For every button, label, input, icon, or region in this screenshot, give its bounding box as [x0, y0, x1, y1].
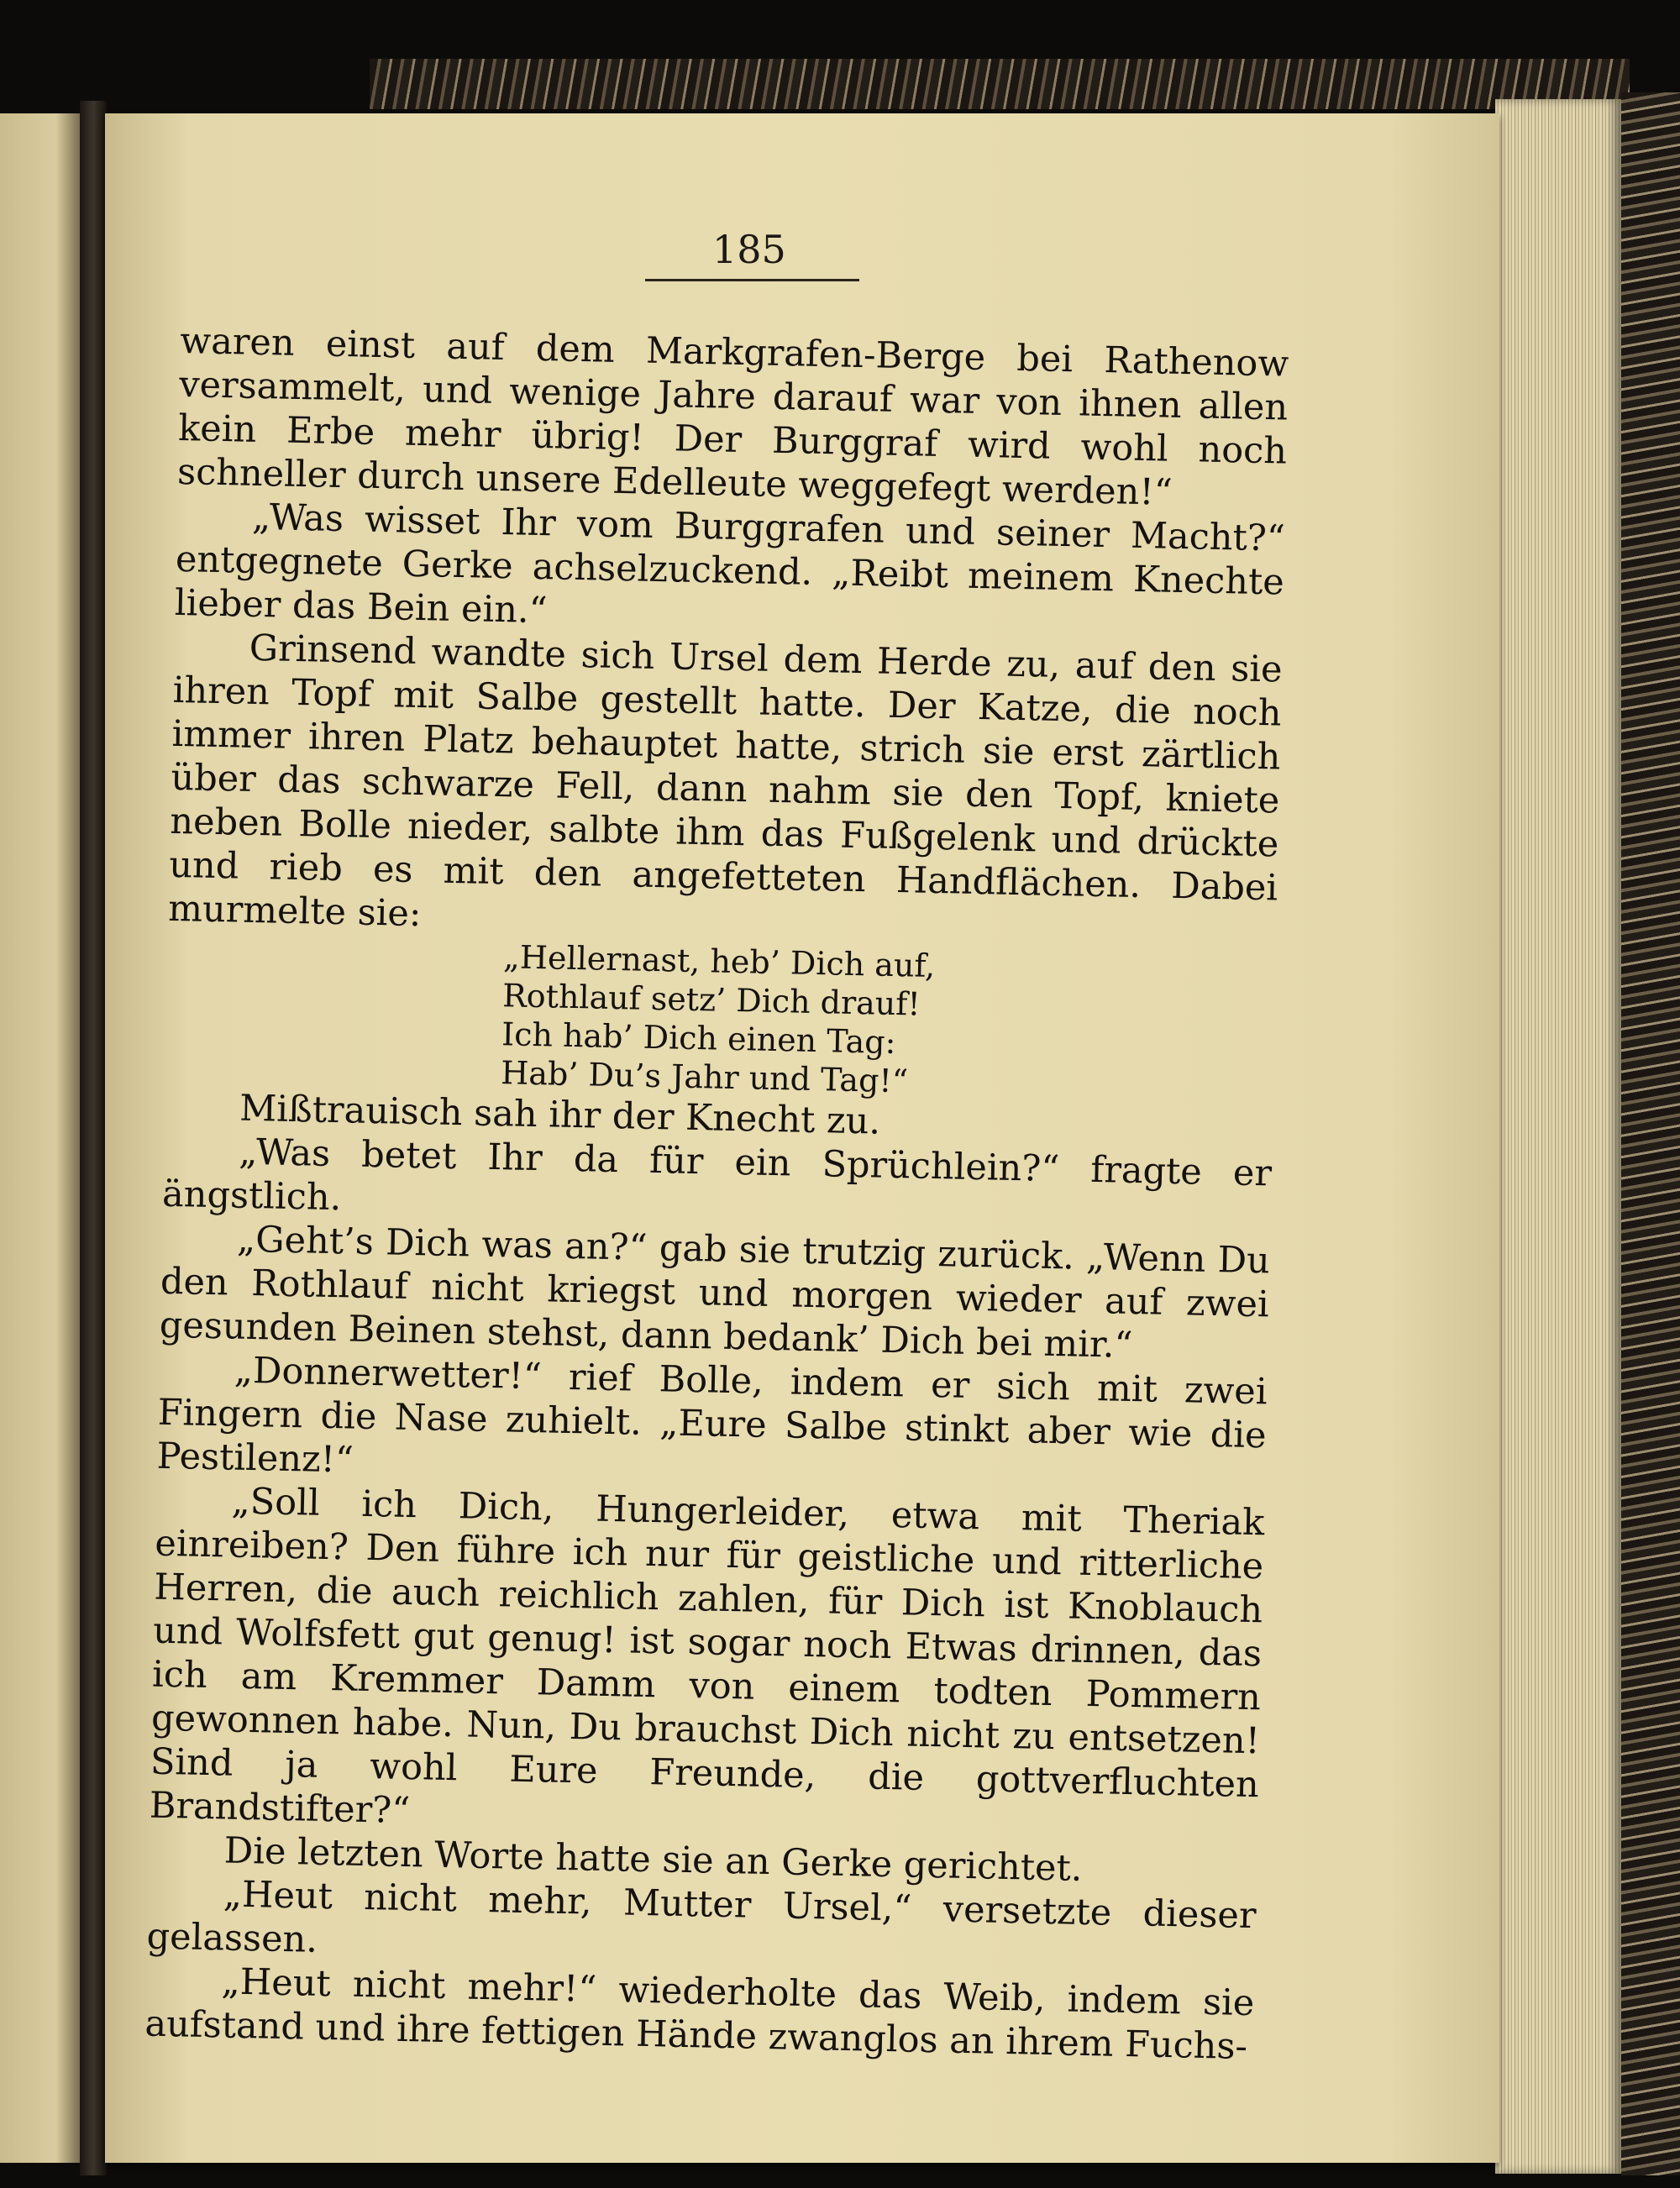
paragraph: „Heut nicht mehr, Mutter Ursel,“ versetzte dieser gelassen.	[146, 1873, 1257, 1961]
paragraph: waren einst auf dem Markgrafen-Berge bei Rathenow versammelt, und wenige Jahre darauf war von ihnen allen kein Erbe mehr übrig! Der Burggraf wird wohl noch schneller durch unsere Edelleute weggefegt werden!“	[176, 319, 1289, 514]
paragraph: „Soll ich Dich, Hungerleider, etwa mit Theriak einreiben? Den führe ich nur für geistliche und ritterliche Herren, die auch reichlich zahlen, für Dich ist Knoblauch und Wolfsfett gut genug! ist sogar noch Etwas drinnen, das ich am Kremmer Damm von einem todten Pommern gewonnen habe. Nun, Du brauchst Dich nicht zu entsetzen! Sind ja wohl Eure Freunde, die gottverfluchten Brandstifter?“	[149, 1480, 1265, 1833]
paragraph: „Geht’s Dich was an?“ gab sie trutzig zurück. „Wenn Du den Rothlauf nicht kriegst und morgen wieder auf zwei gesunden Beinen stehst, dann bedank’ Dich bei mir.“	[159, 1218, 1271, 1367]
verse	[501, 937, 1277, 1108]
paragraph: „Heut nicht mehr!“ wiederholte das Weib, indem sie aufstand und ihre fettigen Hände zwanglos an ihrem Fuchs-	[144, 1960, 1255, 2069]
verse-line: Ich hab’ Dich einen Tag:	[501, 1015, 896, 1062]
verse-line: Hab’ Du’s Jahr und Tag!“	[500, 1054, 909, 1100]
book-cover-top	[370, 59, 1630, 109]
paragraph: Mißtrauisch sah ihr der Knecht zu.	[239, 1087, 881, 1143]
book-gutter	[80, 101, 107, 2175]
paragraph: „Donnerwetter!“ rief Bolle, indem er sich mit zwei Fingern die Nase zuhielt. „Eure Salbe stinkt aber wie die Pestilenz!“	[156, 1349, 1268, 1482]
paragraph: Die letzten Worte hatte sie an Gerke gerichtet.	[223, 1829, 1084, 1890]
page-edges	[1495, 99, 1621, 2174]
paragraph: „Was betet Ihr da für ein Sprüchlein?“ fragte er ängstlich.	[161, 1131, 1273, 1220]
page-text	[144, 319, 1289, 2069]
page-number-rule	[645, 279, 859, 281]
left-page-edge	[0, 113, 80, 2163]
page-number: 185	[712, 227, 786, 272]
book-cover-right	[1621, 92, 1680, 2175]
verse-line: „Hellernast, heb’ Dich auf,	[502, 938, 936, 984]
verse-line: Rothlauf setz’ Dich drauf!	[501, 977, 921, 1023]
paragraph: Grinsend wandte sich Ursel dem Herde zu, auf den sie ihren Topf mit Salbe gestellt hatte. Der Katze, die noch immer ihren Platz behauptet hatte, strich sie erst zärtlich über das schwarze Fell, dann nahm sie den Topf, kniete neben Bolle nieder, salbte ihm das Fußgelenk und drückte und rieb es mit den angefetteten Handflächen. Dabei murmelte sie:	[167, 627, 1284, 936]
paragraph: „Was wisset Ihr vom Burggrafen und seiner Macht?“ entgegnete Gerke achselzuckend. „Reibt meinem Knechte lieber das Bein ein.“	[174, 496, 1286, 632]
